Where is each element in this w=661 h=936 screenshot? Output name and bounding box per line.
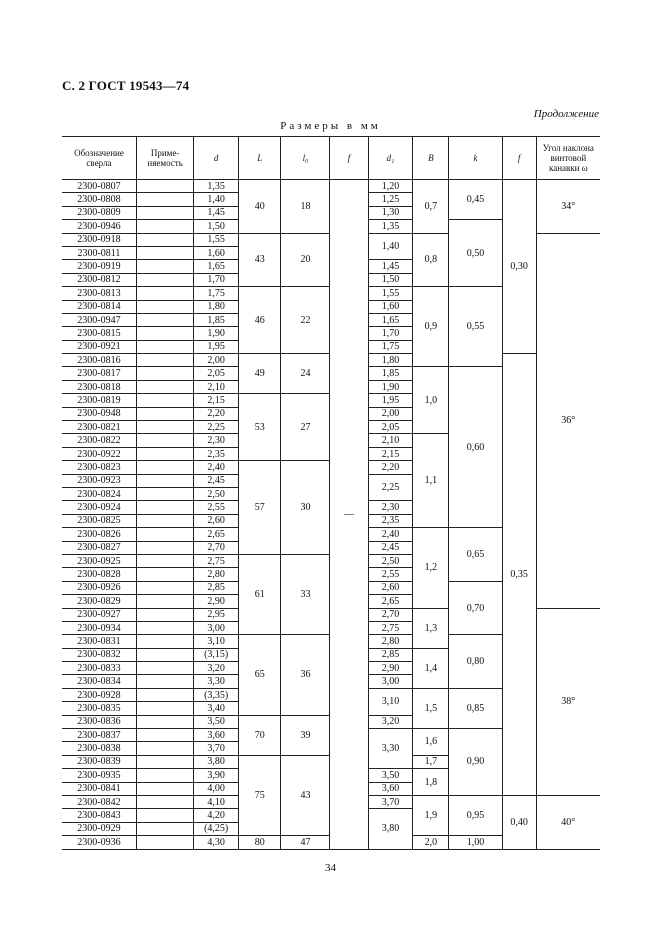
d1-cell: 2,05 xyxy=(368,421,413,434)
col-d: d xyxy=(194,137,239,180)
applicability-cell xyxy=(136,434,193,447)
designation-cell: 2300-0836 xyxy=(62,715,136,728)
designation-cell: 2300-0809 xyxy=(62,206,136,219)
d1-cell: 1,20 xyxy=(368,180,413,193)
designation-cell: 2300-0818 xyxy=(62,380,136,393)
applicability-cell xyxy=(136,554,193,567)
designation-cell: 2300-0825 xyxy=(62,514,136,527)
d1-cell: 3,70 xyxy=(368,795,413,808)
d-cell: 1,50 xyxy=(194,220,239,233)
d-cell: 3,40 xyxy=(194,702,239,715)
d-cell: 1,60 xyxy=(194,246,239,259)
d1-cell: 1,65 xyxy=(368,313,413,326)
designation-cell: 2300-0918 xyxy=(62,233,136,246)
designation-cell: 2300-0816 xyxy=(62,354,136,367)
l0-cell: 39 xyxy=(281,715,330,755)
k-cell: 0,45 xyxy=(449,180,502,220)
col-l0: l₀ xyxy=(281,137,330,180)
d1-cell: 2,90 xyxy=(368,662,413,675)
l0-cell: 43 xyxy=(281,755,330,835)
L-cell: 75 xyxy=(238,755,281,835)
designation-cell: 2300-0927 xyxy=(62,608,136,621)
d1-cell: 2,50 xyxy=(368,554,413,567)
l0-cell: 18 xyxy=(281,180,330,234)
L-cell: 49 xyxy=(238,354,281,394)
d1-cell: 3,00 xyxy=(368,675,413,688)
k-cell: 0,95 xyxy=(449,795,502,835)
applicability-cell xyxy=(136,327,193,340)
d-cell: 2,90 xyxy=(194,595,239,608)
d1-cell: 1,70 xyxy=(368,327,413,340)
applicability-cell xyxy=(136,367,193,380)
L-cell: 40 xyxy=(238,180,281,234)
d1-cell: 2,15 xyxy=(368,447,413,460)
applicability-cell xyxy=(136,648,193,661)
col-applicability: Приме-няемость xyxy=(136,137,193,180)
d-cell: 4,20 xyxy=(194,809,239,822)
d1-cell: 1,55 xyxy=(368,287,413,300)
d1-cell: 1,95 xyxy=(368,394,413,407)
applicability-cell xyxy=(136,487,193,500)
page-number: 34 xyxy=(325,862,336,874)
d-cell: 4,00 xyxy=(194,782,239,795)
l0-cell: 27 xyxy=(281,394,330,461)
B-cell: 1,9 xyxy=(413,795,449,835)
B-cell: 1,3 xyxy=(413,608,449,648)
d1-cell: 3,10 xyxy=(368,688,413,715)
L-cell: 43 xyxy=(238,233,281,287)
d1-cell: 1,60 xyxy=(368,300,413,313)
d1-cell: 3,80 xyxy=(368,809,413,849)
applicability-cell xyxy=(136,608,193,621)
d1-cell: 1,80 xyxy=(368,354,413,367)
f2-cell: 0,35 xyxy=(502,354,536,796)
designation-cell: 2300-0924 xyxy=(62,501,136,514)
d-cell: 1,90 xyxy=(194,327,239,340)
l0-cell: 24 xyxy=(281,354,330,394)
d-cell: 2,65 xyxy=(194,528,239,541)
d-cell: 3,00 xyxy=(194,621,239,634)
designation-cell: 2300-0828 xyxy=(62,568,136,581)
applicability-cell xyxy=(136,621,193,634)
col-B: B xyxy=(413,137,449,180)
applicability-cell xyxy=(136,206,193,219)
d1-cell: 2,60 xyxy=(368,581,413,594)
k-cell: 0,90 xyxy=(449,729,502,796)
d1-cell: 2,70 xyxy=(368,608,413,621)
d1-cell: 2,75 xyxy=(368,621,413,634)
d-cell: 2,95 xyxy=(194,608,239,621)
designation-cell: 2300-0831 xyxy=(62,635,136,648)
d-cell: 2,20 xyxy=(194,407,239,420)
page-header: С. 2 ГОСТ 19543—74 xyxy=(62,78,190,93)
designation-cell: 2300-0827 xyxy=(62,541,136,554)
designation-cell: 2300-0928 xyxy=(62,688,136,701)
applicability-cell xyxy=(136,193,193,206)
d1-cell: 2,10 xyxy=(368,434,413,447)
applicability-cell xyxy=(136,742,193,755)
applicability-cell xyxy=(136,675,193,688)
designation-cell: 2300-0814 xyxy=(62,300,136,313)
applicability-cell xyxy=(136,702,193,715)
d1-cell: 1,25 xyxy=(368,193,413,206)
d-cell: 3,80 xyxy=(194,755,239,768)
applicability-cell xyxy=(136,246,193,259)
designation-cell: 2300-0822 xyxy=(62,434,136,447)
l0-cell: 36 xyxy=(281,635,330,715)
f2-cell: 0,40 xyxy=(502,795,536,849)
applicability-cell xyxy=(136,568,193,581)
designation-cell: 2300-0807 xyxy=(62,180,136,193)
k-cell: 0,60 xyxy=(449,367,502,528)
designation-cell: 2300-0935 xyxy=(62,769,136,782)
applicability-cell xyxy=(136,729,193,742)
d1-cell: 3,60 xyxy=(368,782,413,795)
designation-cell: 2300-0811 xyxy=(62,246,136,259)
d-cell: (3,35) xyxy=(194,688,239,701)
k-cell: 0,50 xyxy=(449,220,502,287)
applicability-cell xyxy=(136,809,193,822)
designation-cell: 2300-0842 xyxy=(62,795,136,808)
designation-cell: 2300-0821 xyxy=(62,421,136,434)
applicability-cell xyxy=(136,313,193,326)
designation-cell: 2300-0926 xyxy=(62,581,136,594)
designation-cell: 2300-0808 xyxy=(62,193,136,206)
d-cell: 1,75 xyxy=(194,287,239,300)
d-cell: 2,25 xyxy=(194,421,239,434)
d1-cell: 2,35 xyxy=(368,514,413,527)
d1-cell: 2,40 xyxy=(368,528,413,541)
designation-cell: 2300-0812 xyxy=(62,273,136,286)
applicability-cell xyxy=(136,769,193,782)
d1-cell: 3,50 xyxy=(368,769,413,782)
f-cell: — xyxy=(330,180,368,850)
applicability-cell xyxy=(136,407,193,420)
designation-cell: 2300-0929 xyxy=(62,822,136,835)
B-cell: 1,6 xyxy=(413,729,449,756)
designation-cell: 2300-0841 xyxy=(62,782,136,795)
B-cell: 1,7 xyxy=(413,755,449,768)
L-cell: 46 xyxy=(238,287,281,354)
applicability-cell xyxy=(136,273,193,286)
applicability-cell xyxy=(136,836,193,849)
applicability-cell xyxy=(136,287,193,300)
d-cell: 2,15 xyxy=(194,394,239,407)
drill-dimensions-table xyxy=(62,136,600,850)
d-cell: 2,40 xyxy=(194,461,239,474)
applicability-cell xyxy=(136,220,193,233)
d-cell: 1,85 xyxy=(194,313,239,326)
designation-cell: 2300-0947 xyxy=(62,313,136,326)
sizes-caption: Размеры в мм xyxy=(280,120,381,132)
L-cell: 70 xyxy=(238,715,281,755)
designation-cell: 2300-0922 xyxy=(62,447,136,460)
designation-cell: 2300-0934 xyxy=(62,621,136,634)
d-cell: 1,40 xyxy=(194,193,239,206)
col-designation: Обозначение сверла xyxy=(62,137,136,180)
d-cell: 3,30 xyxy=(194,675,239,688)
d-cell: 4,30 xyxy=(194,836,239,849)
k-cell: 0,65 xyxy=(449,528,502,582)
applicability-cell xyxy=(136,340,193,353)
B-cell: 1,1 xyxy=(413,434,449,528)
table-row xyxy=(62,180,600,193)
designation-cell: 2300-0925 xyxy=(62,554,136,567)
applicability-cell xyxy=(136,354,193,367)
applicability-cell xyxy=(136,822,193,835)
d-cell: 4,10 xyxy=(194,795,239,808)
k-cell: 0,70 xyxy=(449,581,502,635)
d1-cell: 1,40 xyxy=(368,233,413,260)
designation-cell: 2300-0946 xyxy=(62,220,136,233)
applicability-cell xyxy=(136,474,193,487)
d1-cell: 3,20 xyxy=(368,715,413,728)
angle-cell: 36° xyxy=(536,233,600,608)
designation-cell: 2300-0843 xyxy=(62,809,136,822)
d-cell: 2,05 xyxy=(194,367,239,380)
d-cell: 2,55 xyxy=(194,501,239,514)
designation-cell: 2300-0834 xyxy=(62,675,136,688)
designation-cell: 2300-0829 xyxy=(62,595,136,608)
continuation-label: Продолжение xyxy=(533,108,599,120)
angle-cell: 34° xyxy=(536,180,600,234)
designation-cell: 2300-0921 xyxy=(62,340,136,353)
d1-cell: 1,35 xyxy=(368,220,413,233)
d1-cell: 2,00 xyxy=(368,407,413,420)
d1-cell: 2,85 xyxy=(368,648,413,661)
applicability-cell xyxy=(136,795,193,808)
d1-cell: 1,45 xyxy=(368,260,413,273)
table-body xyxy=(62,180,600,850)
col-d1: d₁ xyxy=(368,137,413,180)
designation-cell: 2300-0813 xyxy=(62,287,136,300)
applicability-cell xyxy=(136,635,193,648)
designation-cell: 2300-0819 xyxy=(62,394,136,407)
col-f: f xyxy=(330,137,368,180)
d-cell: 2,75 xyxy=(194,554,239,567)
d1-cell: 3,30 xyxy=(368,729,413,769)
B-cell: 2,0 xyxy=(413,836,449,849)
col-f2: f xyxy=(502,137,536,180)
applicability-cell xyxy=(136,233,193,246)
l0-cell: 20 xyxy=(281,233,330,287)
applicability-cell xyxy=(136,447,193,460)
d-cell: 2,45 xyxy=(194,474,239,487)
designation-cell: 2300-0815 xyxy=(62,327,136,340)
applicability-cell xyxy=(136,394,193,407)
B-cell: 0,8 xyxy=(413,233,449,287)
B-cell: 1,0 xyxy=(413,367,449,434)
d-cell: 1,65 xyxy=(194,260,239,273)
L-cell: 61 xyxy=(238,554,281,634)
d1-cell: 1,50 xyxy=(368,273,413,286)
designation-cell: 2300-0919 xyxy=(62,260,136,273)
l0-cell: 47 xyxy=(281,836,330,849)
B-cell: 1,2 xyxy=(413,528,449,608)
designation-cell: 2300-0837 xyxy=(62,729,136,742)
applicability-cell xyxy=(136,461,193,474)
k-cell: 1,00 xyxy=(449,836,502,849)
d1-cell: 2,45 xyxy=(368,541,413,554)
d-cell: 2,00 xyxy=(194,354,239,367)
B-cell: 0,7 xyxy=(413,180,449,234)
d-cell: 1,35 xyxy=(194,180,239,193)
designation-cell: 2300-0823 xyxy=(62,461,136,474)
applicability-cell xyxy=(136,380,193,393)
designation-cell: 2300-0948 xyxy=(62,407,136,420)
d-cell: 1,55 xyxy=(194,233,239,246)
d1-cell: 1,90 xyxy=(368,380,413,393)
designation-cell: 2300-0936 xyxy=(62,836,136,849)
d-cell: (4,25) xyxy=(194,822,239,835)
d-cell: 1,80 xyxy=(194,300,239,313)
col-k: k xyxy=(449,137,502,180)
designation-cell: 2300-0824 xyxy=(62,487,136,500)
angle-cell: 38° xyxy=(536,608,600,795)
applicability-cell xyxy=(136,421,193,434)
l0-cell: 33 xyxy=(281,554,330,634)
d1-cell: 2,25 xyxy=(368,474,413,501)
f2-cell: 0,30 xyxy=(502,180,536,354)
d-cell: 2,30 xyxy=(194,434,239,447)
d-cell: 2,50 xyxy=(194,487,239,500)
applicability-cell xyxy=(136,541,193,554)
d-cell: 3,10 xyxy=(194,635,239,648)
d-cell: 3,60 xyxy=(194,729,239,742)
d1-cell: 2,55 xyxy=(368,568,413,581)
B-cell: 1,8 xyxy=(413,769,449,796)
designation-cell: 2300-0835 xyxy=(62,702,136,715)
col-angle: Угол наклона винтовой канавки ω xyxy=(536,137,600,180)
designation-cell: 2300-0923 xyxy=(62,474,136,487)
d-cell: 2,10 xyxy=(194,380,239,393)
B-cell: 1,5 xyxy=(413,688,449,728)
designation-cell: 2300-0833 xyxy=(62,662,136,675)
l0-cell: 30 xyxy=(281,461,330,555)
d-cell: 2,85 xyxy=(194,581,239,594)
l0-cell: 22 xyxy=(281,287,330,354)
applicability-cell xyxy=(136,260,193,273)
applicability-cell xyxy=(136,180,193,193)
designation-cell: 2300-0817 xyxy=(62,367,136,380)
d-cell: 3,70 xyxy=(194,742,239,755)
d-cell: 1,45 xyxy=(194,206,239,219)
L-cell: 53 xyxy=(238,394,281,461)
d-cell: 3,90 xyxy=(194,769,239,782)
angle-cell: 40° xyxy=(536,795,600,849)
applicability-cell xyxy=(136,528,193,541)
applicability-cell xyxy=(136,595,193,608)
applicability-cell xyxy=(136,514,193,527)
applicability-cell xyxy=(136,662,193,675)
d1-cell: 2,30 xyxy=(368,501,413,514)
applicability-cell xyxy=(136,501,193,514)
B-cell: 0,9 xyxy=(413,287,449,367)
applicability-cell xyxy=(136,688,193,701)
L-cell: 57 xyxy=(238,461,281,555)
d1-cell: 1,30 xyxy=(368,206,413,219)
designation-cell: 2300-0832 xyxy=(62,648,136,661)
designation-cell: 2300-0826 xyxy=(62,528,136,541)
col-L: L xyxy=(238,137,281,180)
k-cell: 0,85 xyxy=(449,688,502,728)
applicability-cell xyxy=(136,782,193,795)
d1-cell: 1,85 xyxy=(368,367,413,380)
applicability-cell xyxy=(136,755,193,768)
k-cell: 0,55 xyxy=(449,287,502,367)
d-cell: (3,15) xyxy=(194,648,239,661)
d-cell: 1,95 xyxy=(194,340,239,353)
applicability-cell xyxy=(136,300,193,313)
d-cell: 2,35 xyxy=(194,447,239,460)
d1-cell: 2,65 xyxy=(368,595,413,608)
designation-cell: 2300-0839 xyxy=(62,755,136,768)
d-cell: 2,80 xyxy=(194,568,239,581)
d-cell: 2,70 xyxy=(194,541,239,554)
d-cell: 3,20 xyxy=(194,662,239,675)
L-cell: 80 xyxy=(238,836,281,849)
d1-cell: 2,80 xyxy=(368,635,413,648)
designation-cell: 2300-0838 xyxy=(62,742,136,755)
d-cell: 3,50 xyxy=(194,715,239,728)
d1-cell: 2,20 xyxy=(368,461,413,474)
k-cell: 0,80 xyxy=(449,635,502,689)
d-cell: 1,70 xyxy=(194,273,239,286)
d1-cell: 1,75 xyxy=(368,340,413,353)
applicability-cell xyxy=(136,715,193,728)
L-cell: 65 xyxy=(238,635,281,715)
B-cell: 1,4 xyxy=(413,648,449,688)
d-cell: 2,60 xyxy=(194,514,239,527)
applicability-cell xyxy=(136,581,193,594)
